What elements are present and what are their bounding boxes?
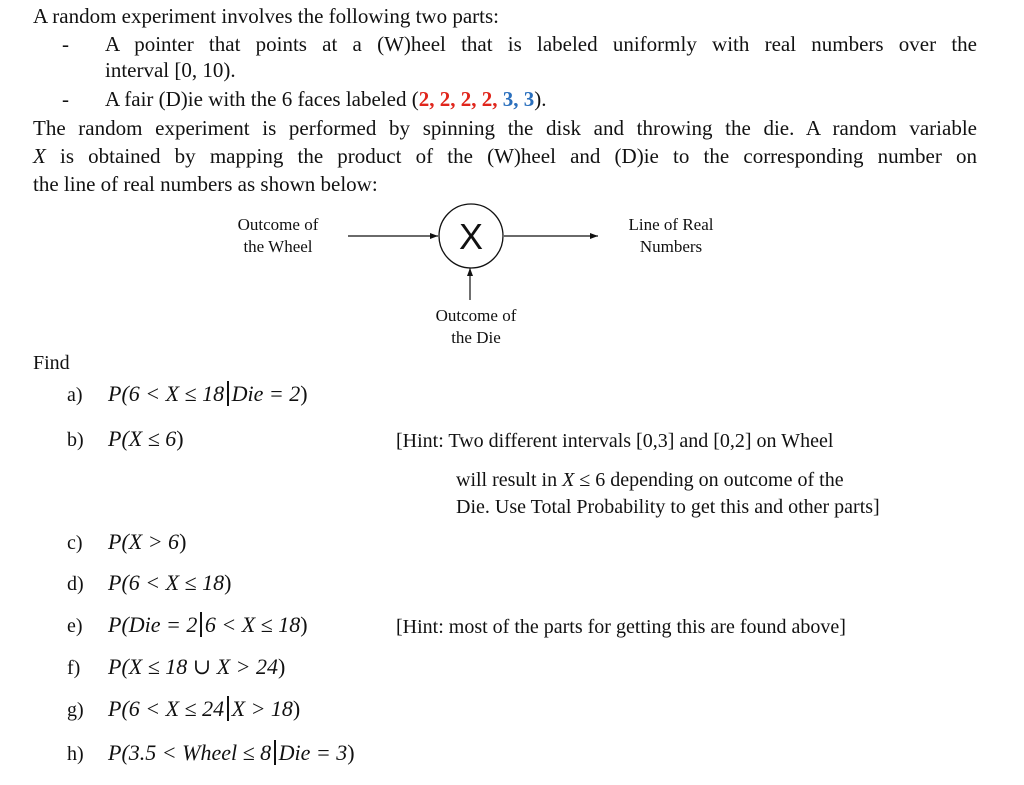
die-face-2: 2 <box>439 87 451 111</box>
hint-b-line2-post: ≤ 6 depending on outcome of the <box>574 469 844 491</box>
part-e-close: ) <box>300 612 308 637</box>
part-c-expression <box>108 527 186 557</box>
part-d-body: 6 < X ≤ 18 <box>128 570 225 595</box>
description-line3: the line of real numbers as shown below: <box>33 172 378 196</box>
part-g-open: P( <box>108 696 129 721</box>
part-a-given-bar <box>227 381 229 406</box>
die-face-3: 2 <box>460 87 472 111</box>
part-f-label: f) <box>67 657 81 679</box>
wheel-label <box>213 214 343 258</box>
part-c-label: c) <box>67 532 83 554</box>
bullet-wheel-line1: A pointer that points at a (W)heel that is labeled uniformly with real numbers over the <box>105 32 977 56</box>
description-line2-rest: is obtained by mapping the product of the (W)heel and (D)ie to the corresponding number on <box>45 144 977 168</box>
part-h-condition: Die = 3 <box>278 740 348 765</box>
hint-b-line3: Die. Use Total Probability to get this and other parts] <box>456 496 880 518</box>
die-sep: , <box>492 87 503 111</box>
part-d-label: d) <box>67 573 84 595</box>
die-label <box>406 305 546 349</box>
die-sep: , <box>513 87 524 111</box>
hint-b-line1: [Hint: Two different intervals [0,3] and [0,2] on Wheel <box>396 430 834 452</box>
part-f-open: P( <box>108 654 129 679</box>
part-f-body: X ≤ 18 ∪ X > 24 <box>128 654 278 679</box>
find-heading: Find <box>33 352 70 374</box>
part-a-label: a) <box>67 384 83 406</box>
bullet-dash-die: - <box>62 87 69 111</box>
die-label-line2: the Die <box>451 328 501 347</box>
part-c-open: P( <box>108 529 129 554</box>
intro-text: A random experiment involves the following two parts: <box>33 4 499 28</box>
die-label-line1: Outcome of <box>435 306 517 325</box>
part-e-condition: 6 < X ≤ 18 <box>204 612 301 637</box>
part-h-given-bar <box>274 740 276 765</box>
part-d-open: P( <box>108 570 129 595</box>
part-c-close: ) <box>179 529 187 554</box>
part-g-label: g) <box>67 699 84 721</box>
bullet-dash-wheel: - <box>62 32 69 56</box>
part-b-body: X ≤ 6 <box>128 426 177 451</box>
part-a-body: 6 < X ≤ 18 <box>128 381 225 406</box>
die-face-4: 2 <box>481 87 493 111</box>
bullet-wheel-line2: interval [0, 10). <box>105 58 236 82</box>
x-node-label: X <box>458 216 484 257</box>
part-a-close: ) <box>300 381 308 406</box>
die-face-5: 3 <box>502 87 514 111</box>
part-h-label: h) <box>67 743 84 765</box>
description-var-x: X <box>33 144 46 168</box>
part-c-body: X > 6 <box>128 529 180 554</box>
part-d-expression <box>108 568 231 598</box>
part-g-given-bar <box>227 696 229 721</box>
line-label-line2: Numbers <box>639 237 703 256</box>
part-h-body: 3.5 < Wheel ≤ 8 <box>128 740 272 765</box>
part-b-open: P( <box>108 426 129 451</box>
die-sep: , <box>450 87 461 111</box>
part-a-open: P( <box>108 381 129 406</box>
die-sep: , <box>429 87 440 111</box>
part-f-close: ) <box>278 654 286 679</box>
part-b-label: b) <box>67 429 84 451</box>
die-prefix: A fair (D)ie with the 6 faces labeled ( <box>105 87 419 111</box>
hint-b-line2 <box>456 467 844 493</box>
part-e-body: Die = 2 <box>128 612 198 637</box>
line-label-line1: Line of Real <box>628 215 714 234</box>
part-h-expression <box>108 738 355 768</box>
part-h-close: ) <box>347 740 355 765</box>
line-of-real-numbers-label <box>606 214 736 258</box>
part-a-condition: Die = 2 <box>231 381 301 406</box>
hint-e: [Hint: most of the parts for getting this are found above] <box>396 616 846 638</box>
part-a-expression <box>108 379 308 409</box>
part-g-body: 6 < X ≤ 24 <box>128 696 225 721</box>
part-e-open: P( <box>108 612 129 637</box>
wheel-label-line2: the Wheel <box>243 237 313 256</box>
part-d-close: ) <box>224 570 232 595</box>
die-suffix: ). <box>534 87 547 111</box>
die-face-1: 2 <box>418 87 430 111</box>
part-e-expression <box>108 610 308 640</box>
die-sep: , <box>471 87 482 111</box>
part-h-open: P( <box>108 740 129 765</box>
part-e-label: e) <box>67 615 83 637</box>
description-line1: The random experiment is performed by spinning the disk and throwing the die. A random variable <box>33 116 977 140</box>
part-g-expression <box>108 694 300 724</box>
part-b-close: ) <box>176 426 184 451</box>
hint-b-line2-pre: will result in <box>456 469 563 491</box>
wheel-label-line1: Outcome of <box>237 215 319 234</box>
hint-b-var-x: X <box>562 469 575 491</box>
die-face-6: 3 <box>523 87 535 111</box>
part-f-expression <box>108 652 285 682</box>
part-b-expression <box>108 424 184 454</box>
part-g-condition: X > 18 <box>231 696 293 721</box>
part-g-close: ) <box>292 696 301 721</box>
part-e-given-bar <box>200 612 202 637</box>
